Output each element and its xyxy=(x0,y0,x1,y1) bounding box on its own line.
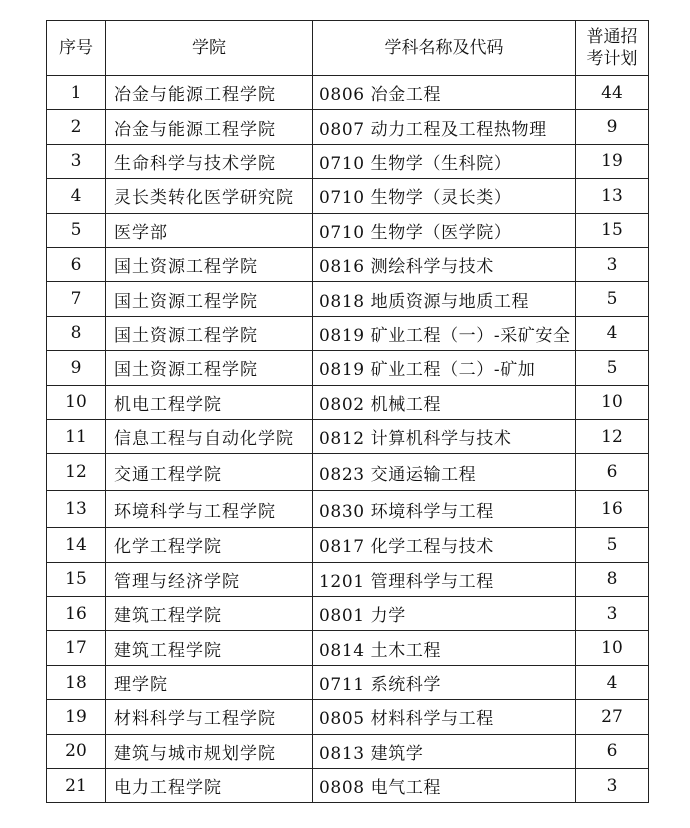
row-number: 3 xyxy=(47,144,106,178)
row-plan: 27 xyxy=(576,700,649,734)
header-subject: 学科名称及代码 xyxy=(313,21,576,76)
row-plan: 13 xyxy=(576,179,649,213)
table-row xyxy=(47,247,649,281)
header-plan-line1: 普通招 xyxy=(586,27,638,47)
row-plan: 19 xyxy=(576,144,649,178)
header-plan-line2: 考计划 xyxy=(586,49,638,69)
row-school: 理学院 xyxy=(106,665,313,699)
row-school: 交通工程学院 xyxy=(106,454,313,491)
table-row xyxy=(47,454,649,491)
row-school: 管理与经济学院 xyxy=(106,562,313,596)
row-plan: 44 xyxy=(576,76,649,110)
row-school: 电力工程学院 xyxy=(106,769,313,803)
row-school: 材料科学与工程学院 xyxy=(106,700,313,734)
row-subject: 0819 矿业工程（二）-矿加 xyxy=(313,351,576,385)
row-school: 冶金与能源工程学院 xyxy=(106,76,313,110)
row-school: 机电工程学院 xyxy=(106,385,313,419)
row-number: 7 xyxy=(47,282,106,316)
row-subject: 1201 管理科学与工程 xyxy=(313,562,576,596)
table-row xyxy=(47,528,649,562)
row-plan: 6 xyxy=(576,454,649,491)
row-school: 生命科学与技术学院 xyxy=(106,144,313,178)
row-school: 环境科学与工程学院 xyxy=(106,491,313,528)
row-subject: 0711 系统科学 xyxy=(313,665,576,699)
header-plan xyxy=(576,21,649,76)
row-subject: 0801 力学 xyxy=(313,597,576,631)
table-row xyxy=(47,144,649,178)
row-plan: 16 xyxy=(576,491,649,528)
row-plan: 5 xyxy=(576,351,649,385)
row-number: 9 xyxy=(47,351,106,385)
row-number: 14 xyxy=(47,528,106,562)
row-subject: 0806 冶金工程 xyxy=(313,76,576,110)
row-plan: 5 xyxy=(576,528,649,562)
table-row xyxy=(47,179,649,213)
row-subject: 0830 环境科学与工程 xyxy=(313,491,576,528)
row-number: 6 xyxy=(47,247,106,281)
table-row xyxy=(47,769,649,803)
row-plan: 4 xyxy=(576,665,649,699)
row-plan: 8 xyxy=(576,562,649,596)
row-subject: 0802 机械工程 xyxy=(313,385,576,419)
table-row xyxy=(47,491,649,528)
row-school: 国土资源工程学院 xyxy=(106,316,313,350)
row-subject: 0817 化学工程与技术 xyxy=(313,528,576,562)
row-subject: 0807 动力工程及工程热物理 xyxy=(313,110,576,144)
row-subject: 0805 材料科学与工程 xyxy=(313,700,576,734)
row-number: 16 xyxy=(47,597,106,631)
table-row xyxy=(47,282,649,316)
table-row xyxy=(47,110,649,144)
row-school: 建筑工程学院 xyxy=(106,631,313,665)
row-subject: 0710 生物学（灵长类） xyxy=(313,179,576,213)
row-subject: 0818 地质资源与地质工程 xyxy=(313,282,576,316)
row-plan: 3 xyxy=(576,247,649,281)
row-number: 12 xyxy=(47,454,106,491)
table-row xyxy=(47,316,649,350)
row-school: 医学部 xyxy=(106,213,313,247)
table-row xyxy=(47,562,649,596)
row-subject: 0819 矿业工程（一）-采矿安全 xyxy=(313,316,576,350)
header-school: 学院 xyxy=(106,21,313,76)
row-number: 17 xyxy=(47,631,106,665)
row-number: 8 xyxy=(47,316,106,350)
table-header-row xyxy=(47,21,649,76)
row-number: 21 xyxy=(47,769,106,803)
row-school: 国土资源工程学院 xyxy=(106,351,313,385)
row-number: 19 xyxy=(47,700,106,734)
row-number: 11 xyxy=(47,419,106,453)
row-plan: 12 xyxy=(576,419,649,453)
row-number: 1 xyxy=(47,76,106,110)
row-plan: 9 xyxy=(576,110,649,144)
row-number: 5 xyxy=(47,213,106,247)
table-row xyxy=(47,419,649,453)
table-row xyxy=(47,734,649,768)
table-body xyxy=(47,76,649,803)
row-plan: 3 xyxy=(576,769,649,803)
row-school: 建筑工程学院 xyxy=(106,597,313,631)
row-number: 13 xyxy=(47,491,106,528)
table-row xyxy=(47,385,649,419)
row-plan: 15 xyxy=(576,213,649,247)
row-school: 建筑与城市规划学院 xyxy=(106,734,313,768)
row-number: 18 xyxy=(47,665,106,699)
row-school: 灵长类转化医学研究院 xyxy=(106,179,313,213)
row-subject: 0814 土木工程 xyxy=(313,631,576,665)
row-subject: 0813 建筑学 xyxy=(313,734,576,768)
row-plan: 3 xyxy=(576,597,649,631)
row-subject: 0710 生物学（医学院） xyxy=(313,213,576,247)
row-number: 2 xyxy=(47,110,106,144)
row-plan: 10 xyxy=(576,385,649,419)
table-row xyxy=(47,213,649,247)
row-school: 国土资源工程学院 xyxy=(106,282,313,316)
row-number: 15 xyxy=(47,562,106,596)
table-row xyxy=(47,700,649,734)
row-number: 20 xyxy=(47,734,106,768)
row-subject: 0823 交通运输工程 xyxy=(313,454,576,491)
enrollment-plan-table xyxy=(46,20,649,803)
row-school: 化学工程学院 xyxy=(106,528,313,562)
row-school: 国土资源工程学院 xyxy=(106,247,313,281)
row-plan: 6 xyxy=(576,734,649,768)
row-plan: 10 xyxy=(576,631,649,665)
row-school: 信息工程与自动化学院 xyxy=(106,419,313,453)
table-row xyxy=(47,351,649,385)
row-number: 10 xyxy=(47,385,106,419)
row-subject: 0808 电气工程 xyxy=(313,769,576,803)
row-plan: 4 xyxy=(576,316,649,350)
row-plan: 5 xyxy=(576,282,649,316)
table-row xyxy=(47,76,649,110)
header-number: 序号 xyxy=(47,21,106,76)
row-subject: 0812 计算机科学与技术 xyxy=(313,419,576,453)
row-school: 冶金与能源工程学院 xyxy=(106,110,313,144)
row-number: 4 xyxy=(47,179,106,213)
table-row xyxy=(47,665,649,699)
row-subject: 0710 生物学（生科院） xyxy=(313,144,576,178)
table-row xyxy=(47,631,649,665)
table-row xyxy=(47,597,649,631)
row-subject: 0816 测绘科学与技术 xyxy=(313,247,576,281)
